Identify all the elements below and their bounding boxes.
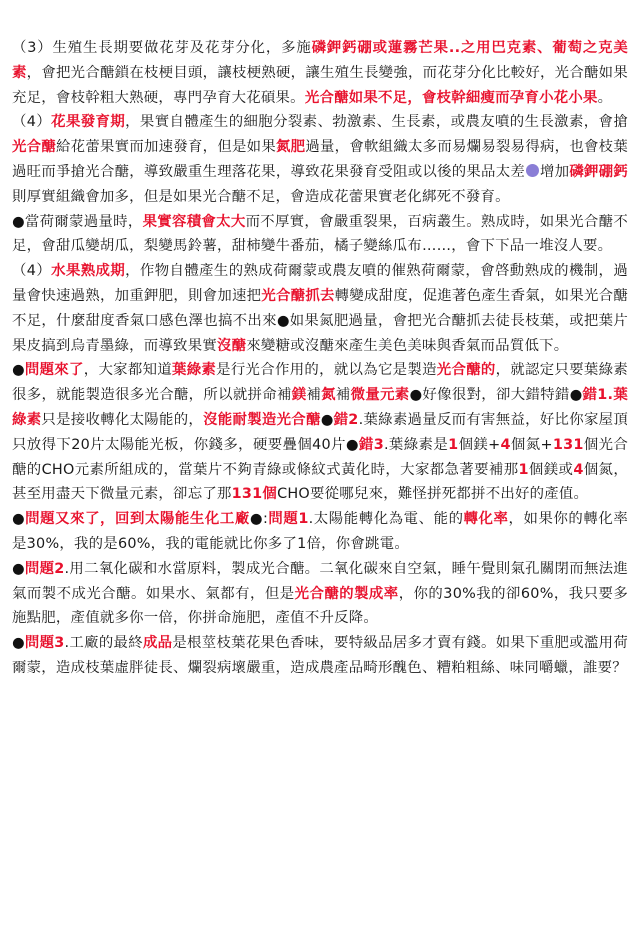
highlighted-text: 磷鉀硼鈣 xyxy=(569,163,628,180)
paragraph xyxy=(12,110,628,209)
highlighted-text: 氮肥 xyxy=(276,139,306,156)
body-text: ，就認定只要葉綠素很多，就能製造很多光合醣，所以就拼命補 xyxy=(12,362,628,404)
highlighted-text: 成品 xyxy=(142,635,173,652)
body-text: （4） xyxy=(12,114,52,131)
body-text: ，大家都知道 xyxy=(83,362,172,379)
body-text: 好像很對，卻大錯特錯 xyxy=(422,387,570,404)
body-text: ，作物自體產生的熟成荷爾蒙或農友噴的催熟荷爾蒙，會啓動熟成的機制，過量會快速過熟，加重鉀肥，則會加速把 xyxy=(12,263,628,304)
highlighted-text: 微量元素 xyxy=(350,387,410,404)
highlighted-text: 131個 xyxy=(231,486,278,503)
body-text: 過量，會軟組織太多而易爛易裂易得病，也會枝葉過旺而爭搶光合醣，導致嚴重生理落花果，導致花果發育受阻或以後的果品太差 xyxy=(12,139,628,180)
bullet-icon: ● xyxy=(249,511,263,528)
body-text: 是行光合作用的，就以為它是製造 xyxy=(216,362,437,379)
highlighted-text: 問題來了 xyxy=(24,362,84,379)
body-text: 當荷爾蒙過量時， xyxy=(24,213,143,230)
highlighted-text: 磷鉀鈣硼或蓮霧芒果..之用巴克素、葡萄之克美素 xyxy=(12,40,628,81)
body-text: 如果氮肥過量，會把光合醣抓去徒長枝葉，或把葉片果皮搞到烏青墨綠，而導致果實 xyxy=(12,312,628,354)
paragraph xyxy=(12,631,628,681)
highlighted-text: 沒能耐製造光合醣 xyxy=(203,411,321,428)
highlighted-text: 錯3 xyxy=(358,436,384,453)
body-text: （4） xyxy=(12,263,52,280)
highlighted-text: 光合醣 xyxy=(12,139,56,156)
body-text: 個氮+ xyxy=(510,436,553,453)
highlighted-text: 1 xyxy=(518,461,529,478)
highlighted-text: 花果發育期 xyxy=(51,114,126,131)
body-text: 補 xyxy=(306,387,322,404)
paragraph xyxy=(12,36,628,110)
highlighted-text: 131 xyxy=(552,436,584,453)
paragraph xyxy=(12,358,628,507)
body-text: 則厚實組織會加多，但是如果光合醣不足，會造成花蕾果實老化綁死不發育。 xyxy=(12,188,510,205)
highlighted-text: 問題3 xyxy=(24,635,65,652)
highlighted-text: 問題又來了，回到太陽能生化工廠 xyxy=(25,511,250,528)
highlighted-text: 光合醣如果不足，會枝幹細瘦而孕育小花小果 xyxy=(304,89,598,106)
paragraph xyxy=(12,259,628,358)
body-text: （3）生殖生長期要做花芽及花芽分化，多施 xyxy=(12,40,312,56)
highlighted-text: 光合醣的 xyxy=(436,362,496,379)
highlighted-text: 光合醣的製成率 xyxy=(294,585,399,602)
bullet-icon: ● xyxy=(12,362,25,379)
bullet-icon: ● xyxy=(409,387,423,404)
highlighted-text: 光合醣抓去 xyxy=(261,287,335,304)
body-text: 是根莖枝葉花果色香味，要特級品居多才賣有錢。如果下重肥或濫用荷爾蒙，造成枝葉虛胖徒長、爛裂病壞嚴重，造成農產品畸形醜色、糟粕粗絲、味同嚼蠟，誰要？ xyxy=(12,635,628,676)
body-text: 轉變成甜度，促進著色產生香氣，如果光合醣不足，什麼甜度香氣口感色澤也搞不出來 xyxy=(12,287,628,329)
body-text: ，你的30%我的卻60%，我只要多施點肥，產值就多你一倍，你拼命施肥，產值不升反降。 xyxy=(12,585,628,627)
highlighted-text: 果實容積會太大 xyxy=(142,213,246,230)
bullet-icon: ● xyxy=(12,213,25,230)
body-text: 個氮，甚至用盡天下微量元素，卻忘了那 xyxy=(12,461,628,503)
body-text: 補 xyxy=(335,387,351,404)
highlighted-text: 錯2 xyxy=(333,411,359,428)
body-text: 個光合醣的CHO元素所組成的，當葉片不夠青綠或條紋式黃化時，大家都急著要補那 xyxy=(12,436,629,478)
body-text: 。 xyxy=(597,89,613,106)
body-text: .工廠的最終 xyxy=(64,635,143,652)
paragraph xyxy=(12,557,628,631)
body-text: .葉綠素過量反而有害無益，好比你家屋頂只放得下20片太陽能光板，你錢多，硬要疊個40片 xyxy=(12,411,628,453)
highlighted-text: 水果熟成期 xyxy=(51,263,126,280)
bullet-icon: ● xyxy=(12,635,25,652)
body-text: ，會把光合醣鎖在枝梗目頭，讓枝梗熟硬，讓生殖生長變強，而花芽分化比較好，光合醣如果充足，會枝幹粗大熟硬，專門孕育大花碩果。 xyxy=(12,64,628,106)
highlighted-text: 1 xyxy=(448,436,459,453)
highlighted-text: 4 xyxy=(573,461,584,478)
body-text: 而不厚實，會嚴重裂果，百病叢生。熟成時，如果光合醣不足，會甜瓜變胡瓜，梨變馬鈴薯，甜柿變牛番茄，橘子變絲瓜布……，會下下品一堆沒人要。 xyxy=(12,213,628,255)
bullet-icon: ● xyxy=(320,411,334,428)
highlighted-text: 問題1 xyxy=(268,511,309,528)
purple-dot-icon xyxy=(526,164,539,177)
body-text: 增加 xyxy=(540,163,570,180)
body-text: 個鎂+ xyxy=(458,436,501,453)
highlighted-text: 問題2 xyxy=(24,560,65,577)
body-text: ，如果你的轉化率是30%，我的是60%，我的電能就比你多了1倍，你會跳電。 xyxy=(12,511,628,552)
highlighted-text: 轉化率 xyxy=(463,511,509,528)
body-text: 來變糖或沒醣來產生美色美味與香氣而品質低下。 xyxy=(246,337,569,354)
highlighted-text: 鎂 xyxy=(291,387,307,404)
highlighted-text: 錯1.葉綠素 xyxy=(12,387,628,428)
highlighted-text: 葉綠素 xyxy=(172,362,217,379)
body-text: ，果實自體產生的細胞分裂素、勃激素、生長素，或農友噴的生長激素，會搶 xyxy=(125,114,628,131)
highlighted-text: 沒醣 xyxy=(216,337,247,354)
body-text: 個鎂或 xyxy=(528,461,574,478)
highlighted-text: 氮 xyxy=(321,387,336,404)
bullet-icon: ● xyxy=(569,387,583,404)
bullet-icon: ● xyxy=(345,436,359,453)
paragraph xyxy=(12,507,628,557)
bullet-icon: ● xyxy=(12,511,26,528)
body-text: .用二氧化碳和水當原料，製成光合醣。二氧化碳來自空氣，睡午覺則氣孔關閉而無法進氣而製不成光合醣。如果水、氣都有，但是 xyxy=(12,560,629,602)
body-text: 只是接收轉化太陽能的， xyxy=(41,411,204,428)
bullet-icon: ● xyxy=(276,312,290,329)
body-text: .太陽能轉化為電、能的 xyxy=(308,511,464,528)
body-text: : xyxy=(262,511,269,528)
paragraph xyxy=(12,210,628,260)
bullet-icon: ● xyxy=(12,560,25,577)
highlighted-text: 4 xyxy=(500,436,511,453)
body-text: .葉綠素是 xyxy=(383,436,449,453)
body-text: 給花蕾果實而加速發育，但是如果 xyxy=(56,139,276,156)
body-text: CHO要從哪兒來，難怪拼死都拼不出好的產值。 xyxy=(277,486,589,503)
